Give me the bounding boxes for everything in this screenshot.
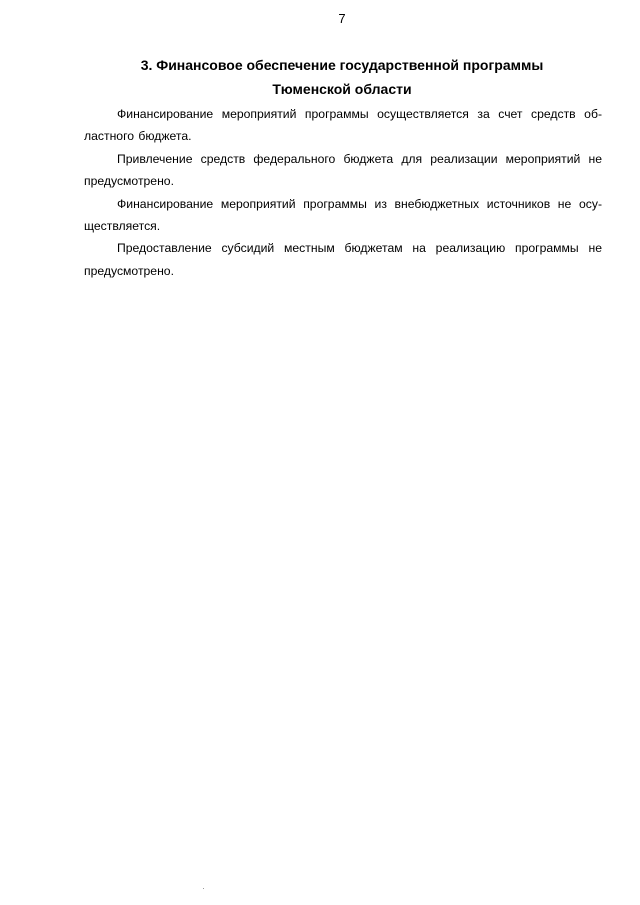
page-number: 7 — [338, 11, 346, 26]
paragraph-municipal-subsidies: Предоставление субсидий местным бюджетам на реализацию программы не предусмотрено. — [84, 241, 602, 278]
paragraph-extrabudgetary-funding: Финансирование мероприятий программы из внебюджетных источников не осуществляется. — [84, 196, 602, 234]
scan-speck — [203, 888, 204, 889]
paragraph-federal-budget-funding: Привлечение средств федерального бюджета для реализации мероприятий не предусмотрено. — [84, 151, 602, 189]
section-title — [84, 53, 600, 101]
paragraph-regional-budget-funding: Финансирование мероприятий программы осуществляется за счет средств областного бюджета. — [84, 107, 602, 144]
section-title-line-2: Тюменской области — [272, 81, 412, 97]
section-body — [84, 103, 602, 282]
section-title-line-1: 3. Финансовое обеспечение государственной программы — [140, 57, 544, 73]
